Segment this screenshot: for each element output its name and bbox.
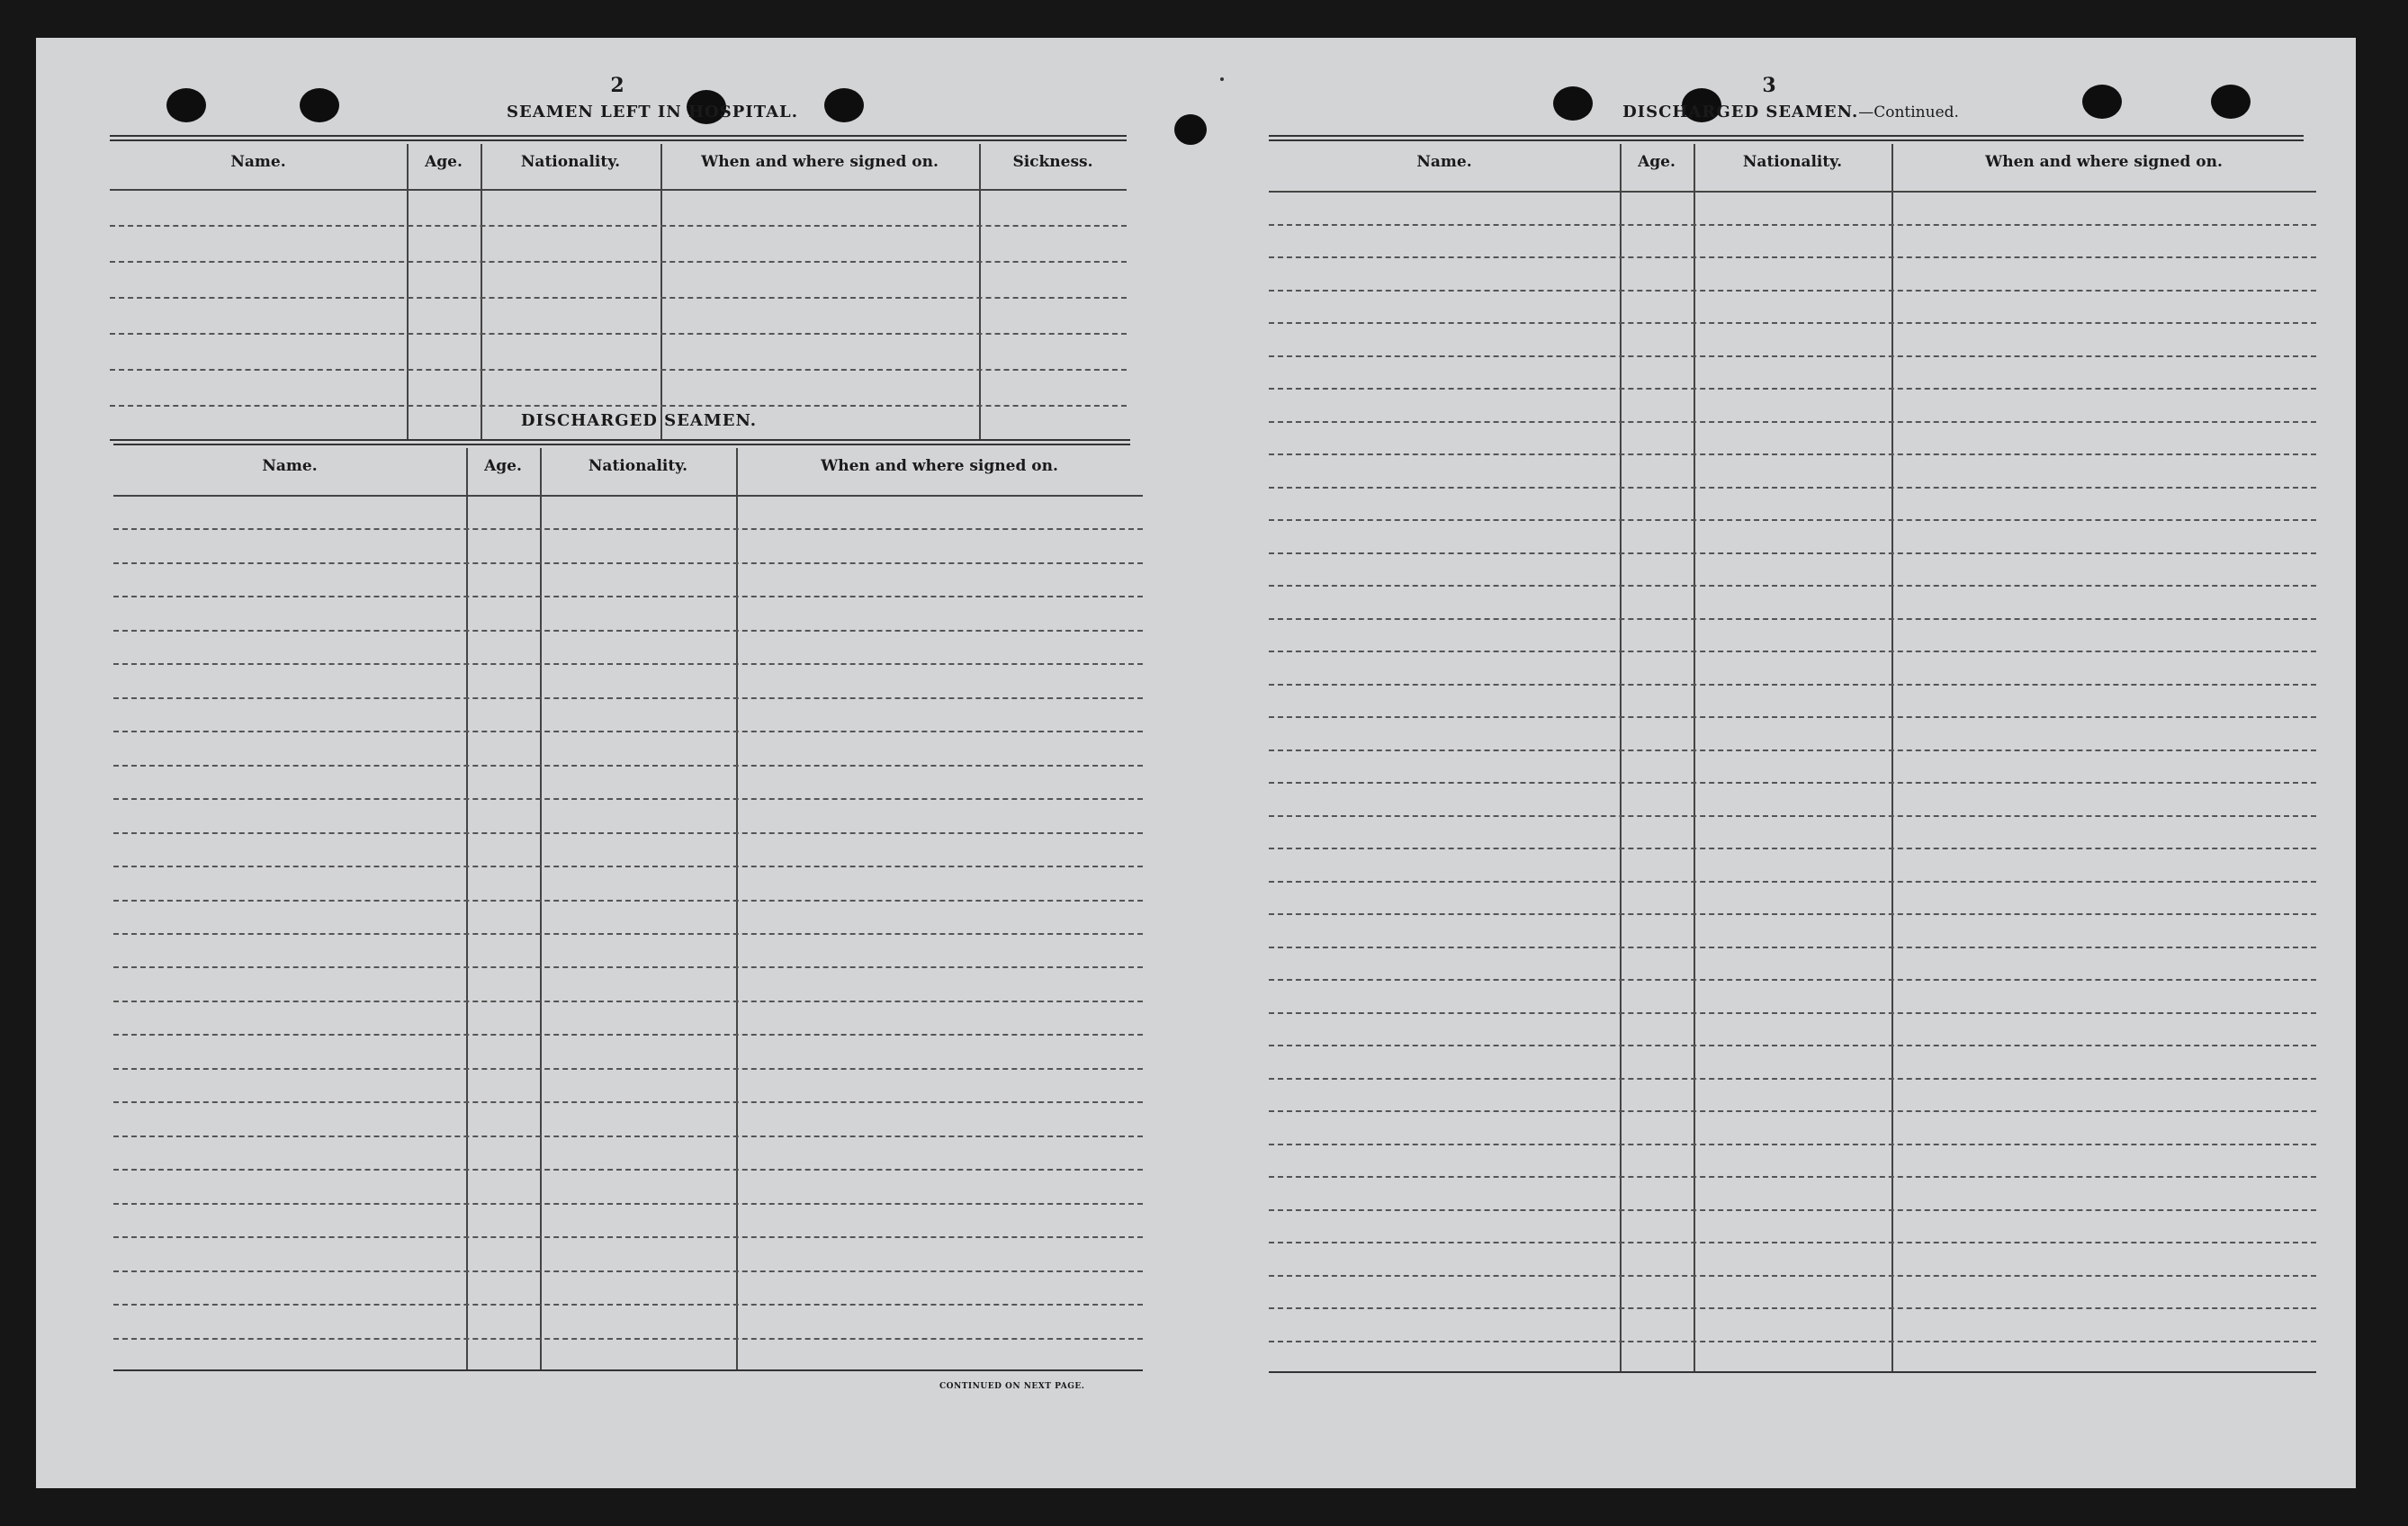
right-section-title-text: DISCHARGED SEAMEN. bbox=[1622, 103, 1859, 121]
table-row bbox=[113, 731, 1143, 732]
table-row bbox=[1269, 651, 2316, 652]
table-row bbox=[113, 798, 1143, 800]
discharged-table-bottom-rule bbox=[113, 1369, 1143, 1371]
discharged-section-title: DISCHARGED SEAMEN. bbox=[520, 411, 758, 430]
punch-hole bbox=[300, 88, 339, 122]
column-divider bbox=[466, 448, 468, 1371]
table-row bbox=[110, 225, 1127, 227]
column-divider bbox=[407, 144, 409, 441]
ledger-sheet bbox=[36, 38, 2356, 1488]
table-row bbox=[113, 1068, 1143, 1070]
column-header-nationality: Nationality. bbox=[1742, 153, 1843, 171]
column-header-age: Age. bbox=[425, 153, 463, 171]
table-row bbox=[113, 1236, 1143, 1238]
column-divider bbox=[481, 144, 482, 441]
table-row bbox=[1269, 913, 2316, 915]
column-divider bbox=[540, 448, 542, 1371]
table-row bbox=[1269, 750, 2316, 751]
table-row bbox=[113, 933, 1143, 935]
hospital-table bbox=[110, 144, 1127, 441]
table-row bbox=[113, 697, 1143, 699]
column-header-name: Name. bbox=[230, 153, 286, 171]
table-row bbox=[110, 333, 1127, 335]
table-row bbox=[110, 297, 1127, 299]
table-row bbox=[1269, 421, 2316, 423]
table-row bbox=[1269, 684, 2316, 686]
table-row bbox=[113, 630, 1143, 632]
gutter-mark bbox=[1220, 77, 1224, 81]
column-header-name: Name. bbox=[262, 457, 318, 475]
table-row bbox=[1269, 322, 2316, 324]
table-row bbox=[1269, 290, 2316, 292]
table-row bbox=[113, 832, 1143, 834]
table-row bbox=[1269, 1275, 2316, 1277]
punch-hole bbox=[2211, 85, 2251, 119]
table-row bbox=[113, 966, 1143, 968]
table-row bbox=[113, 1304, 1143, 1306]
right-table-bottom-rule bbox=[1269, 1371, 2316, 1373]
column-header-nationality: Nationality. bbox=[520, 153, 621, 171]
table-row bbox=[1269, 1242, 2316, 1243]
table-row bbox=[1269, 1209, 2316, 1211]
table-row bbox=[113, 1203, 1143, 1205]
table-row bbox=[1269, 519, 2316, 521]
column-divider bbox=[736, 448, 738, 1371]
discharged-title-rule bbox=[113, 439, 1130, 445]
column-divider bbox=[660, 144, 662, 441]
table-row bbox=[110, 261, 1127, 263]
right-section-title bbox=[1602, 103, 1980, 121]
column-header-nationality: Nationality. bbox=[588, 457, 688, 475]
table-row bbox=[113, 866, 1143, 867]
table-row bbox=[1269, 487, 2316, 489]
table-row bbox=[1269, 979, 2316, 981]
punch-hole bbox=[1174, 114, 1207, 145]
discharged-table bbox=[113, 448, 1143, 1371]
column-header-age: Age. bbox=[484, 457, 522, 475]
table-row bbox=[1269, 453, 2316, 455]
column-header-signed-on: When and where signed on. bbox=[821, 457, 1058, 475]
table-row bbox=[1269, 1341, 2316, 1342]
table-row bbox=[113, 1001, 1143, 1002]
table-row bbox=[113, 562, 1143, 564]
hospital-title-rule bbox=[110, 135, 1127, 141]
table-row bbox=[1269, 947, 2316, 948]
table-row bbox=[110, 369, 1127, 371]
table-row bbox=[113, 596, 1143, 597]
table-row bbox=[1269, 881, 2316, 883]
table-row bbox=[1269, 388, 2316, 390]
table-row bbox=[113, 1101, 1143, 1103]
right-title-rule bbox=[1269, 135, 2304, 141]
table-row bbox=[1269, 1078, 2316, 1080]
table-row bbox=[1269, 256, 2316, 258]
right-table-header bbox=[1269, 144, 2316, 193]
table-row bbox=[113, 1034, 1143, 1036]
column-header-name: Name. bbox=[1416, 153, 1472, 171]
column-header-signed-on: When and where signed on. bbox=[701, 153, 939, 171]
table-row bbox=[1269, 355, 2316, 357]
table-row bbox=[113, 663, 1143, 665]
left-page-number: 2 bbox=[610, 74, 624, 97]
discharged-table-header bbox=[113, 448, 1143, 497]
table-row bbox=[1269, 1110, 2316, 1112]
table-row bbox=[113, 528, 1143, 530]
table-row bbox=[113, 765, 1143, 767]
hospital-section-title: SEAMEN LEFT IN HOSPITAL. bbox=[507, 103, 798, 121]
punch-hole bbox=[1553, 86, 1593, 121]
punch-hole bbox=[2082, 85, 2122, 119]
column-divider bbox=[1620, 144, 1622, 1373]
column-header-signed-on: When and where signed on. bbox=[1985, 153, 2223, 171]
column-header-age: Age. bbox=[1638, 153, 1676, 171]
table-row bbox=[1269, 782, 2316, 784]
right-page-number: 3 bbox=[1762, 74, 1776, 97]
hospital-table-header bbox=[110, 144, 1127, 191]
table-row bbox=[113, 1338, 1143, 1340]
table-row bbox=[1269, 815, 2316, 817]
punch-hole bbox=[166, 88, 206, 122]
table-row bbox=[1269, 585, 2316, 587]
table-row bbox=[1269, 1144, 2316, 1145]
table-row bbox=[110, 405, 1127, 407]
continued-note: CONTINUED ON NEXT PAGE. bbox=[939, 1382, 1085, 1391]
right-discharged-table bbox=[1269, 144, 2316, 1373]
right-section-title-suffix: —Continued. bbox=[1858, 103, 1959, 121]
table-row bbox=[1269, 1307, 2316, 1309]
column-divider bbox=[979, 144, 981, 441]
table-row bbox=[113, 900, 1143, 902]
table-row bbox=[113, 1169, 1143, 1171]
column-divider bbox=[1891, 144, 1893, 1373]
column-header-sickness: Sickness. bbox=[1012, 153, 1093, 171]
table-row bbox=[113, 1136, 1143, 1137]
table-row bbox=[1269, 224, 2316, 226]
table-row bbox=[1269, 552, 2316, 554]
table-row bbox=[1269, 1012, 2316, 1014]
table-row bbox=[1269, 1045, 2316, 1046]
column-divider bbox=[1694, 144, 1695, 1373]
table-row bbox=[1269, 1176, 2316, 1178]
table-row bbox=[1269, 848, 2316, 849]
table-row bbox=[1269, 618, 2316, 620]
table-row bbox=[113, 1270, 1143, 1272]
table-row bbox=[1269, 716, 2316, 718]
